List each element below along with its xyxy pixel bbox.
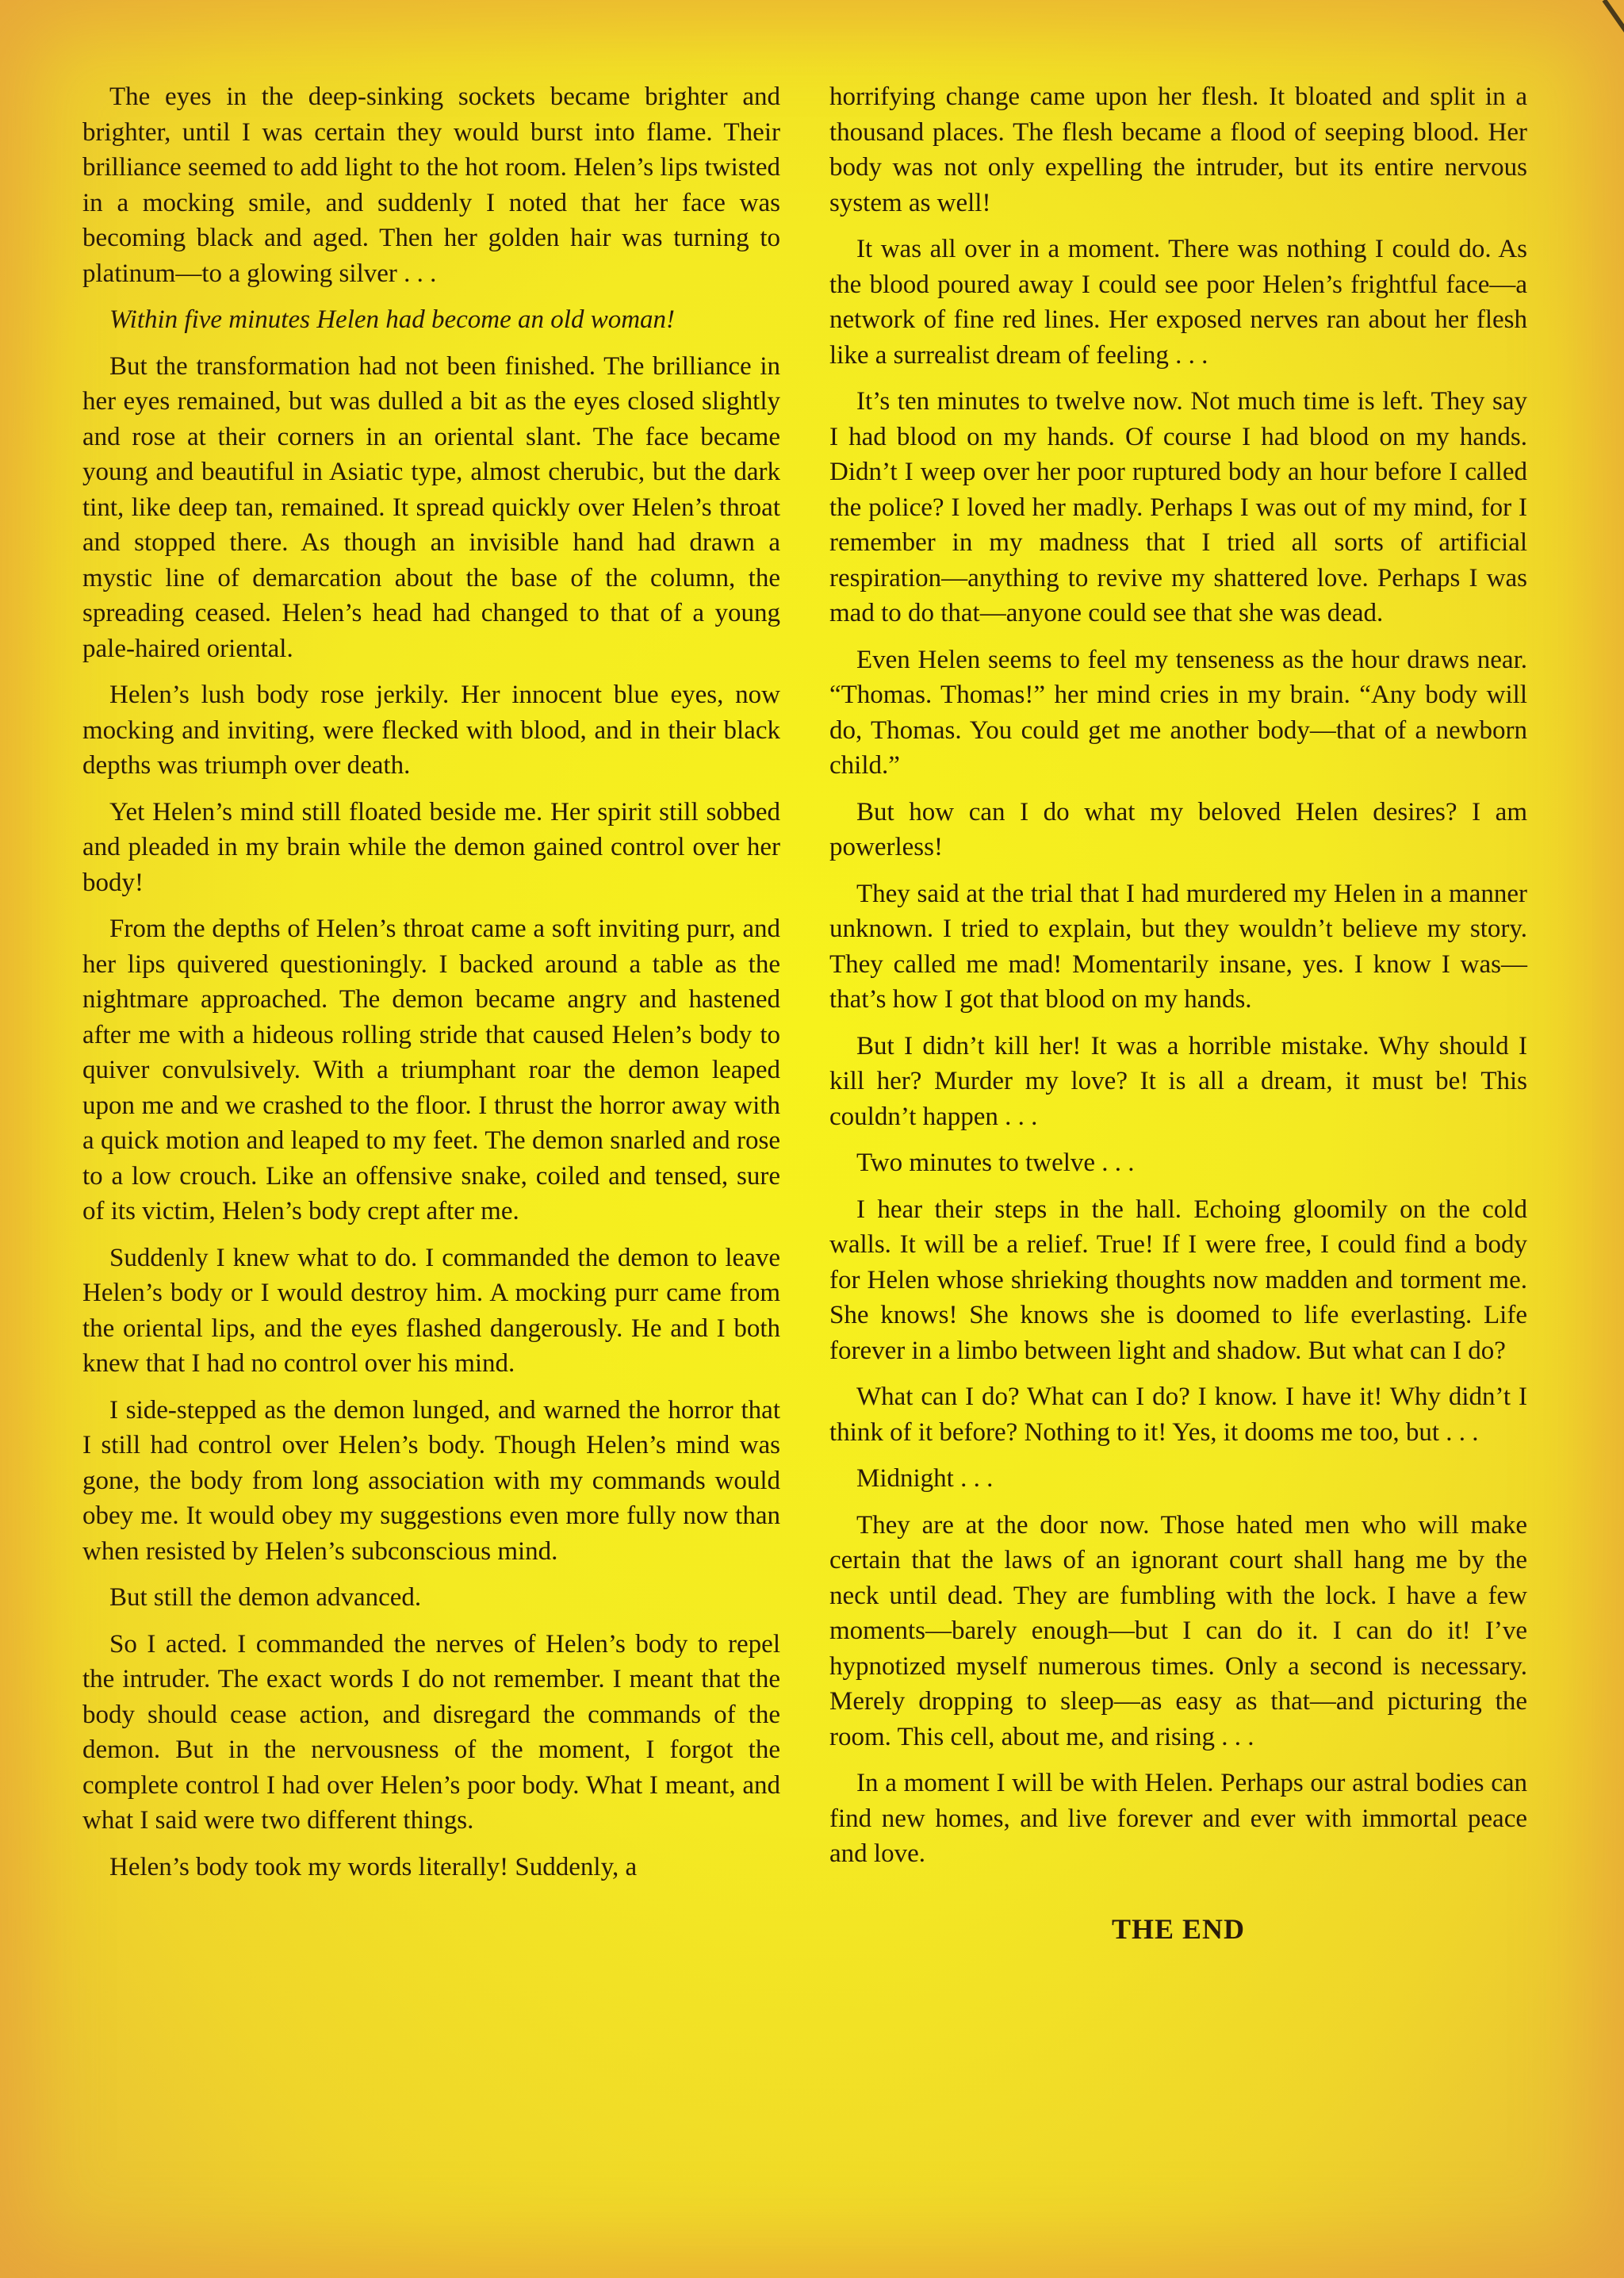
corner-scratch (1603, 0, 1624, 79)
paragraph: I hear their steps in the hall. Echoing gloomily on the cold walls. It will be a relief. True! If I were free, I could find a body for Helen whose shrieking thoughts now madden and torment me. She knows! She knows she is doomed to life everlasting. Life forever in a limbo between light and shadow. But what can I do? (829, 1195, 1527, 1365)
paragraph: Yet Helen’s mind still floated beside me. Her spirit still sobbed and pleaded in my brain while the demon gained control over her body! (82, 797, 780, 897)
paragraph: Within five minutes Helen had become an old woman! (109, 305, 676, 334)
paragraph: But how can I do what my beloved Helen desires? I am powerless! (829, 797, 1527, 861)
paragraph: But the transformation had not been finished. The brilliance in her eyes remained, but was dulled a bit as the eyes closed slightly and rose at their corners in an oriental slant. The face became young and beautiful in Asiatic type, almost cherubic, but the dark tint, like deep tan, remained. It spread quickly over Helen’s throat and stopped there. As though an invisible hand had drawn a mystic line of demarcation about the base of the column, the spreading ceased. Helen’s head had changed to that of a young pale-haired oriental. (82, 351, 780, 663)
paragraph: Midnight . . . (856, 1464, 994, 1493)
paragraph: In a moment I will be with Helen. Perhaps our astral bodies can find new homes, and live forever and ever with immortal peace and love. (829, 1769, 1527, 1868)
paragraph: From the depths of Helen’s throat came a soft inviting purr, and her lips quivered questioningly. I backed around a table as the nightmare approached. The demon became angry and hastened after me with a hideous rolling stride that caused Helen’s body to quiver convulsively. With a triumphant roar the demon leaped upon me and we crashed to the floor. I thrust the horror away with a quick motion and leaped to my feet. The demon snarled and rose to a low crouch. Like an offensive snake, coiled and tensed, sure of its victim, Helen’s body crept after me. (82, 915, 780, 1225)
paragraph: Suddenly I knew what to do. I commanded the demon to leave Helen’s body or I would destroy him. A mocking purr came from the oriental lips, and the eyes flashed dangerously. He and I both knew that I had no control over his mind. (82, 1243, 780, 1378)
paragraph: horrifying change came upon her flesh. It bloated and split in a thousand places. The flesh became a flood of seeping blood. Her body was not only expelling the intruder, but its entire nervous system as well! (829, 82, 1527, 217)
paragraph: But still the demon advanced. (109, 1583, 422, 1612)
paragraph: Two minutes to twelve . . . (856, 1149, 1135, 1177)
story-page (82, 79, 1565, 2221)
paragraph: The eyes in the deep-sinking sockets became brighter and brighter, until I was certain they would burst into flame. Their brilliance seemed to add light to the hot room. Helen’s lips twisted in a mocking smile, and suddenly I noted that her face was becoming black and aged. Then her golden hair was turning to platinum—to a glowing silver . . . (82, 82, 780, 288)
paragraph: Helen’s body took my words literally! Suddenly, a (109, 1852, 638, 1881)
left-column (82, 79, 780, 1896)
paragraph: Helen’s lush body rose jerkily. Her innocent blue eyes, now mocking and inviting, were flecked with blood, and in their black depths was triumph over death. (82, 681, 780, 780)
paragraph: They said at the trial that I had murdered my Helen in a manner unknown. I tried to explain, but they wouldn’t believe my story. They called me mad! Momentarily insane, yes. I know I was—that’s how I got that blood on my hands. (829, 879, 1527, 1014)
paragraph: Even Helen seems to feel my tenseness as the hour draws near. “Thomas. Thomas!” her mind cries in my brain. “Any body will do, Thomas. You could get me another body—that of a newborn child.” (829, 645, 1527, 780)
paragraph: What can I do? What can I do? I know. I have it! Why didn’t I think of it before? Nothing to it! Yes, it dooms me too, but . . . (829, 1383, 1527, 1447)
paragraph: It’s ten minutes to twelve now. Not much time is left. They say I had blood on my hands. Of course I had blood on my hands. Didn’t I weep over her poor ruptured body an hour before I called the police? I loved her madly. Perhaps I was out of my mind, for I remember in my madness that I tried all sorts of artificial respiration—anything to revive my shattered love. Perhaps I was mad to do that—anyone could see that she was dead. (829, 387, 1527, 627)
the-end-label: THE END (1111, 1912, 1246, 1945)
paragraph: So I acted. I commanded the nerves of Helen’s body to repel the intruder. The exact words I do not remember. I meant that the body should cease action, and disregard the commands of the demon. But in the nervousness of the moment, I forgot the complete control I had over Helen’s poor body. What I meant, and what I said were two different things. (82, 1629, 780, 1835)
right-column (829, 79, 1527, 1946)
paragraph: But I didn’t kill her! It was a horrible mistake. Why should I kill her? Murder my love? It is all a dream, it must be! This couldn’t happen . . . (829, 1031, 1527, 1131)
paragraph: It was all over in a moment. There was nothing I could do. As the blood poured away I could see poor Helen’s frightful face—a network of fine red lines. Her exposed nerves ran about her flesh like a surrealist dream of feeling . . . (829, 235, 1527, 370)
paragraph: I side-stepped as the demon lunged, and warned the horror that I still had control over Helen’s body. Though Helen’s mind was gone, the body from long association with my commands would obey me. It would obey my suggestions even more fully now than when resisted by Helen’s subconscious mind. (82, 1395, 780, 1566)
paragraph: They are at the door now. Those hated men who will make certain that the laws of an ignorant court shall hang me by the neck until dead. They are fumbling with the lock. I have a few moments—barely enough—but I can do it. I can do it! I’ve hypnotized myself numerous times. Only a second is necessary. Merely dropping to sleep—as easy as that—and picturing the room. This cell, about me, and rising . . . (829, 1510, 1527, 1751)
